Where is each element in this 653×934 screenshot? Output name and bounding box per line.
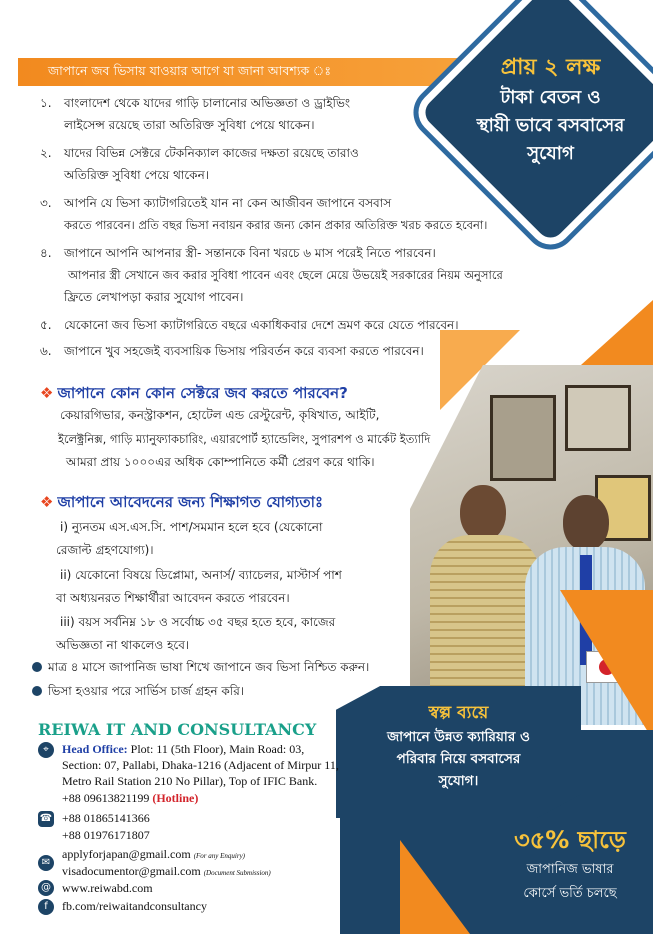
at-icon: @ (38, 880, 54, 896)
badge-line-3: স্থায়ী ভাবে বসবাসের (476, 115, 625, 136)
qualification-line: iii) বয়স সর্বনিম্ন ১৮ ও সর্বোচ্চ ৩৫ বছর হতে হবে, কাজের (60, 615, 336, 629)
benefit-text: যেকোনো জব ভিসা ক্যাটাগরিতে বছরে একাধিকবার দেশে ভ্রমণ করে যেতে পারবেন। (64, 318, 459, 332)
diamond-bullet-icon: ❖ (40, 493, 54, 511)
benefit-text: জাপানে খুব সহজেই ব্যবসায়িক ভিসায় পরিবর্তন করে ব্যবসা করতে পারবেন। (64, 344, 424, 358)
benefit-number: ১. (40, 96, 52, 110)
benefit-number: ২. (40, 146, 52, 160)
qualification-line: ii) যেকোনো বিষয়ে ডিপ্লোমা, অনার্স/ ব্যাচেলর, মাস্টার্স পাশ (60, 568, 342, 582)
bullet-language: মাত্র ৪ মাসে জাপানিজ ভাষা শিখে জাপানে জব ভিসা নিশ্চিত করুন। (32, 659, 369, 679)
benefit-text: আপনি যে ভিসা ক্যাটাগরিতেই যান না কেন আজীবন জাপানে বসবাস (64, 196, 392, 210)
hotline-line (62, 791, 198, 806)
website-link[interactable]: www.reiwabd.com (62, 881, 153, 895)
top-banner-text: জাপানে জব ভিসায় যাওয়ার আগে যা জানা আবশ্যক ঃ (48, 63, 332, 78)
sectors-line: ইলেক্ট্রনিক্স, গাড়ি ম্যানুফ্যাকচারিং, এয়ারপোর্ট হ্যান্ডেলিং, সুপারশপ ও মার্কেট ইত্যাদি (58, 432, 431, 446)
wall-frame (490, 395, 556, 481)
phone-number[interactable]: +88 01865141366 (62, 811, 150, 825)
badge-line-2: টাকা বেতন ও (500, 87, 601, 108)
email-address[interactable]: applyforjapan@gmail.com (62, 847, 191, 861)
benefit-number: ৫. (40, 318, 52, 332)
sectors-line: আমরা প্রায় ১০০০এর অধিক কোম্পানিতে কর্মী প্রেরণ করে থাকি। (66, 455, 375, 469)
email-line (62, 864, 271, 881)
benefit-text: জাপানে আপনি আপনার স্ত্রী- সন্তানকে বিনা খরচে ৬ মাস পরেই নিতে পারবেন। (64, 246, 436, 260)
address-line: Plot: 11 (5th Floor), Main Road: 03, (130, 742, 305, 756)
qualification-heading: ❖ জাপানে আবেদনের জন্য শিক্ষাগত যোগ্যতাঃ (40, 493, 323, 511)
promo-text (336, 700, 581, 792)
benefit-text: অতিরিক্ত সুবিধা পেয়ে থাকেন। (64, 168, 210, 182)
location-pin-icon: ⌖ (38, 742, 54, 758)
hotline-number[interactable]: +88 09613821199 (62, 791, 150, 805)
phone-number[interactable]: +88 01976171807 (62, 828, 150, 842)
promo-line-3: সুযোগ। (438, 773, 479, 789)
benefit-number: ৪. (40, 246, 52, 260)
company-name: REIWA IT AND CONSULTANCY (38, 720, 317, 739)
wall-frame (565, 385, 631, 451)
address-line: Metro Rail Station 210 No Pillar), Top of IFIC Bank. (62, 774, 318, 788)
benefit-text: ফ্রিতে লেখাপড়া করার সুযোগ পাবেন। (64, 290, 244, 304)
qualification-line: রেজাল্ট গ্রহণযোগ্য)। (56, 543, 154, 557)
bullet-dot-icon (32, 662, 42, 672)
benefit-text: লাইসেন্স রয়েছে তারা অতিরিক্ত সুবিধা পেয়ে থাকেন। (64, 118, 315, 132)
diamond-bullet-icon: ❖ (40, 384, 54, 402)
office-address-line (62, 742, 304, 757)
badge-line-4: সুযোগ (527, 143, 574, 164)
qualification-line: i) ন্যুনতম এস.এস.সি. পাশ/সমমান হলে হবে (যেকোনো (60, 520, 323, 534)
email-address[interactable]: visadocumentor@gmail.com (62, 864, 201, 878)
mail-icon: ✉ (38, 855, 54, 871)
top-banner (18, 58, 488, 86)
email-line (62, 847, 245, 864)
qualification-line: অভিজ্ঞতা না থাকলেও হবে। (56, 638, 190, 652)
promo-line-1: জাপানে উন্নত ক্যারিয়ার ও (387, 729, 530, 745)
phone-icon: ☎ (38, 811, 54, 827)
head-office-label: Head Office: (62, 742, 128, 756)
bullet-service-charge: ভিসা হওয়ার পরে সার্ভিস চার্জ গ্রহন করি। (32, 683, 244, 703)
badge-line-1: প্রায় ২ লক্ষ (500, 55, 601, 80)
benefit-text: করতে পারবেন। প্রতি বছর ভিসা নবায়ন করার জন্য কোন প্রকার অতিরিক্ত খরচ করতে হবেনা। (64, 218, 488, 232)
benefit-text: আপনার স্ত্রী সেখানে জব করার সুবিধা পাবেন এবং ছেলে মেয়ে উভয়েই সরকারের নিয়ম অনুসারে (68, 268, 503, 282)
email-note: (For any Enquiry) (193, 852, 246, 860)
bullet-dot-icon (32, 686, 42, 696)
benefit-text: বাংলাদেশ থেকে যাদের গাড়ি চালানোর অভিজ্ঞতা ও ড্রাইভিং (64, 96, 351, 110)
promo-line-2: পরিবার নিয়ে বসবাসের (396, 751, 521, 767)
benefit-number: ৩. (40, 196, 52, 210)
qualification-line: বা অধ্যয়নরত শিক্ষার্থীরা আবেদন করতে পারবেন। (56, 591, 290, 605)
orange-triangle-decoration (400, 840, 470, 934)
email-note: (Document Submission) (203, 869, 271, 877)
promo-title: স্বল্প ব্যয়ে (428, 703, 489, 723)
benefit-number: ৬. (40, 344, 52, 358)
hotline-label: (Hotline) (152, 791, 199, 805)
facebook-icon: f (38, 899, 54, 915)
sectors-line: কেয়ারগিভার, কনস্ট্রাকশন, হোটেল এন্ড রেস্টুরেন্ট, কৃষিখাত, আইটি, (60, 408, 380, 422)
discount-line-2: কোর্সে ভর্তি চলছে (523, 886, 617, 901)
facebook-link[interactable]: fb.com/reiwaitandconsultancy (62, 899, 207, 913)
discount-line-1: জাপানিজ ভাষার (526, 862, 614, 877)
discount-title: ৩৫% ছাড়ে (514, 826, 626, 854)
benefit-text: যাদের বিভিন্ন সেক্টরে টেকনিক্যাল কাজের দক্ষতা রয়েছে তারাও (64, 146, 359, 160)
address-line: Section: 07, Pallabi, Dhaka-1216 (Adjacent of Mirpur 11, (62, 758, 339, 772)
discount-text (490, 822, 650, 906)
sectors-heading: ❖ জাপানে কোন কোন সেক্টরে জব করতে পারবেন? (40, 384, 348, 402)
